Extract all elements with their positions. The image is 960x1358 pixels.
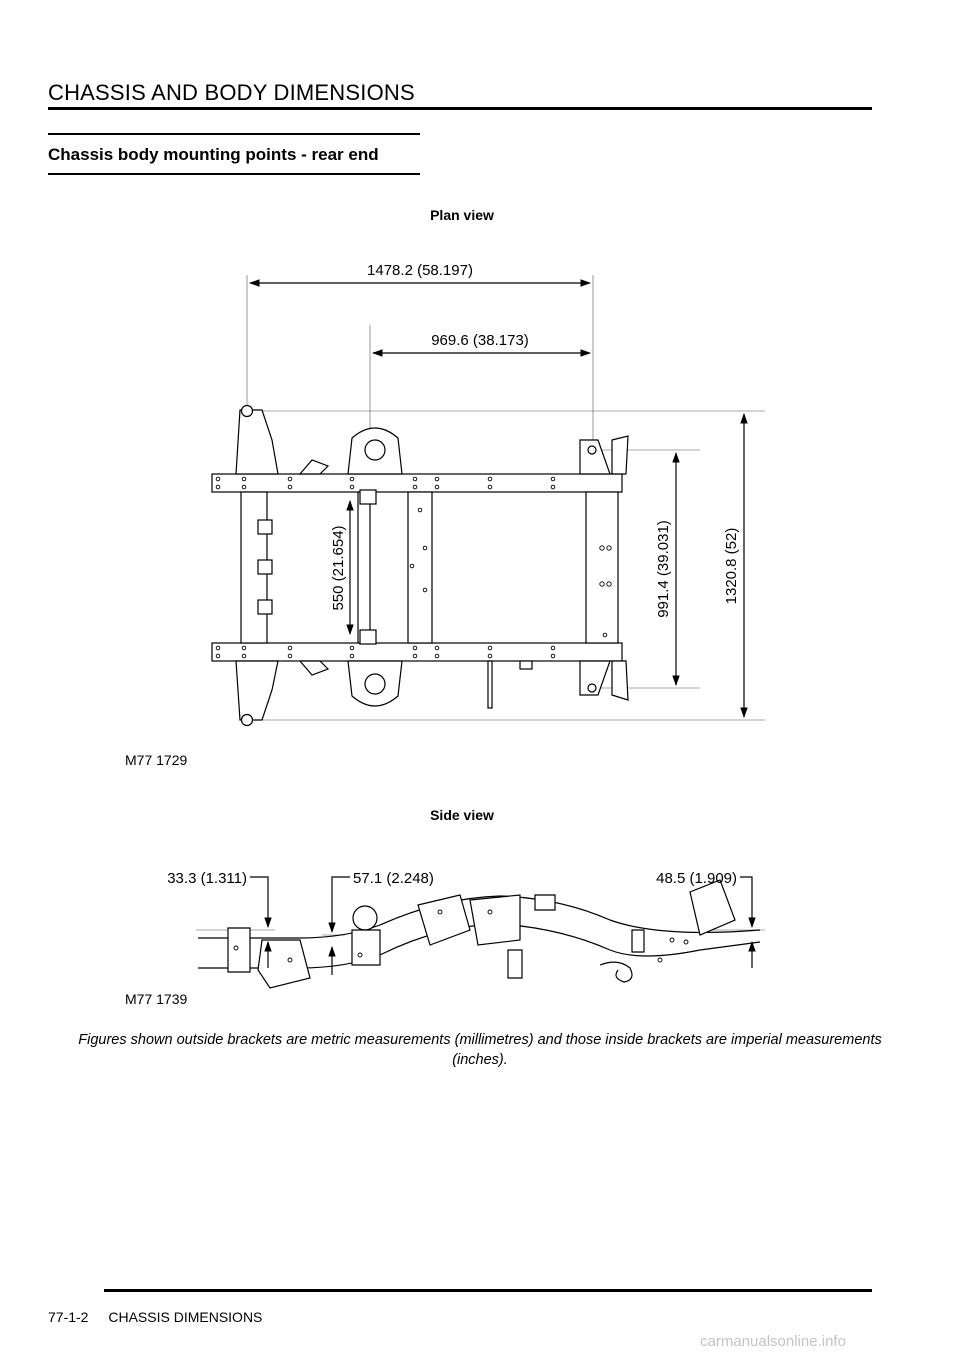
page-header-title: CHASSIS AND BODY DIMENSIONS [48,80,415,105]
dim-middle-height-label: 57.1 (2.248) [353,870,434,887]
measurement-note: Figures shown outside brackets are metric measurements (millimetres) and those inside brackets are imperial measurements (inches). [78,1032,882,1068]
footer-section-name: CHASSIS DIMENSIONS [108,1309,263,1325]
dim-right-height-label: 48.5 (1.909) [656,870,737,887]
page-footer [48,1309,278,1325]
dim-inner-width-label: 550 (21.654) [330,525,347,611]
dim-mid-width-label: 991.4 (39.031) [655,520,672,618]
footer-rule [104,1289,872,1292]
side-view-caption: Side view [430,807,494,823]
plan-view-figure-code: M77 1729 [125,752,188,768]
side-view-drawing [196,877,765,988]
side-view-figure-code: M77 1739 [125,991,188,1007]
dim-overall-length-label: 1478.2 (58.197) [367,262,473,279]
section-title: Chassis body mounting points - rear end [48,145,379,164]
dim-inner-length-label: 969.6 (38.173) [431,332,529,349]
dim-overall-width-label: 1320.8 (52) [723,527,740,605]
plan-view-caption: Plan view [430,207,494,223]
footer-page-number: 77-1-2 [48,1309,89,1325]
watermark: carmanualsonline.info [700,1333,846,1350]
dim-left-height-label: 33.3 (1.311) [167,870,247,887]
